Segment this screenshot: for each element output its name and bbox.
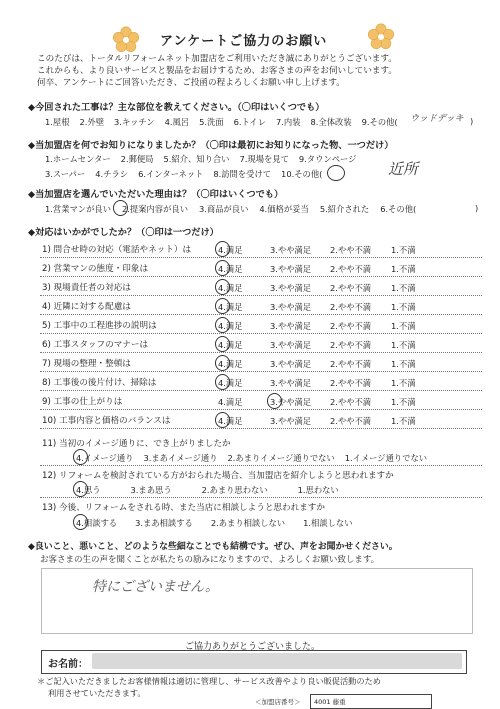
rating-option[interactable]: 1.不満 bbox=[391, 302, 416, 312]
q13-options bbox=[76, 517, 353, 529]
comments-heading: ◆良いこと、悪いこと、どのような些細なことでも結構です。ぜひ、声をお聞かせください。 bbox=[28, 542, 398, 552]
rating-option[interactable]: 4.満足 bbox=[218, 340, 243, 350]
rating-item-label: 10) 工事内容と価格のバランスは bbox=[42, 416, 171, 426]
intro-line-2: これからも、より良いサービスと製品をお届けするため、お客さまの声をお伺いしています。 bbox=[37, 66, 397, 76]
rating-option[interactable]: 1.不満 bbox=[391, 378, 416, 388]
divider bbox=[40, 314, 482, 315]
divider bbox=[40, 465, 482, 466]
q3-option[interactable]: 2.提案内容が良い bbox=[122, 204, 188, 214]
divider bbox=[40, 257, 482, 258]
q11-option[interactable]: 1.イメージ通りでない bbox=[344, 453, 428, 463]
q2-heading: ◆当加盟店を何でお知りになりましたか？（〇印は最初にお知りになった物、一つだけ） bbox=[28, 140, 394, 151]
rating-item-label: 2) 営業マンの態度・印象は bbox=[42, 264, 149, 274]
rating-item-label: 7) 現場の整理・整頓は bbox=[42, 359, 131, 369]
q1-option[interactable]: 8.全体改装 bbox=[310, 117, 352, 127]
rating-option[interactable]: 2.やや不満 bbox=[330, 264, 372, 274]
q2-option[interactable]: 8.訪問を受けて bbox=[213, 169, 272, 179]
divider bbox=[40, 497, 482, 498]
q2-option[interactable]: 10.その他( bbox=[281, 169, 323, 179]
rating-option[interactable]: 2.やや不満 bbox=[330, 302, 372, 312]
q2-options-row2 bbox=[45, 168, 322, 180]
q2-option[interactable]: 2.郵便局 bbox=[120, 154, 154, 164]
rating-answer-circle bbox=[215, 260, 230, 276]
intro-line-3: 何卒、アンケートにご回答いただき、ご投函の程よろしくお願い申し上げます。 bbox=[37, 78, 345, 88]
divider bbox=[40, 333, 482, 334]
q11-label: 11) 当初のイメージ通りに、でき上がりましたか bbox=[42, 439, 231, 449]
rating-option[interactable]: 1.不満 bbox=[391, 416, 416, 426]
divider bbox=[40, 409, 482, 410]
divider bbox=[40, 276, 482, 277]
q3-option[interactable]: 4.価格が妥当 bbox=[259, 204, 309, 214]
name-label: お名前： bbox=[48, 659, 88, 670]
q1-heading: ◆今回された工事は？主な部位を教えてください。（〇印はいくつでも） bbox=[28, 102, 325, 113]
rating-option[interactable]: 3.やや満足 bbox=[270, 378, 312, 388]
notice-line-1: ＊ご記入いただきましたお客様情報は適切に管理し、サービス改善やより良い販促活動のため bbox=[37, 676, 381, 686]
comments-subheading: お客さまの生の声を聞くことが私たちの励みになりますので、よろしくお願い致します。 bbox=[40, 555, 380, 565]
rating-option[interactable]: 2.やや不満 bbox=[330, 378, 372, 388]
q12-options bbox=[76, 484, 339, 496]
rating-option[interactable]: 3.やや満足 bbox=[270, 416, 312, 426]
q2-answer-circle bbox=[327, 165, 345, 181]
rating-option[interactable]: 3.やや満足 bbox=[270, 283, 312, 293]
q13-label: 13) 今後、リフォームをされる時、また当店に相談しようと思われますか bbox=[42, 503, 325, 513]
rating-answer-circle bbox=[215, 241, 230, 257]
flower-logo-icon bbox=[112, 26, 140, 54]
q2-option[interactable]: 5.紹介、知り合い bbox=[163, 154, 230, 164]
comments-handwritten: 特にございません。 bbox=[92, 579, 219, 595]
q11-options bbox=[76, 452, 427, 464]
rating-option[interactable]: 1.不満 bbox=[391, 283, 416, 293]
rating-option[interactable]: 1.不満 bbox=[391, 321, 416, 331]
rating-option[interactable]: 4.満足 bbox=[218, 302, 243, 312]
divider bbox=[40, 352, 482, 353]
q1-option[interactable]: 2.外壁 bbox=[79, 117, 105, 127]
divider bbox=[40, 390, 482, 391]
q2-option[interactable]: 1.ホームセンター bbox=[45, 154, 111, 164]
q11-option[interactable]: 3.まあイメージ通り bbox=[143, 453, 218, 463]
rating-item-label: 6) 工事スタッフのマナーは bbox=[42, 340, 149, 350]
rating-option[interactable]: 2.やや不満 bbox=[330, 416, 372, 426]
intro-line-1: このたびは、トータルリフォームネット加盟店をご利用いただき誠にありがとうございます。 bbox=[37, 54, 397, 64]
q3-option[interactable]: 1.営業マンが良い bbox=[45, 204, 111, 214]
rating-option[interactable]: 4.満足 bbox=[218, 321, 243, 331]
divider bbox=[40, 295, 482, 296]
divider bbox=[40, 371, 482, 372]
q2-options-row1 bbox=[45, 153, 356, 165]
rating-option[interactable]: 1.不満 bbox=[391, 397, 416, 407]
rating-option[interactable]: 3.やや満足 bbox=[270, 264, 312, 274]
q2-handwritten-answer: 近所 bbox=[388, 160, 419, 178]
rating-option[interactable]: 2.やや不満 bbox=[330, 321, 372, 331]
q3-heading: ◆当加盟店を選んでいただいた理由は？（〇印はいくつでも） bbox=[28, 189, 284, 200]
divider bbox=[40, 428, 482, 429]
rating-answer-circle bbox=[215, 374, 230, 390]
q1-option[interactable]: 4.風呂 bbox=[164, 117, 190, 127]
rating-item-label: 1) 問合せ時の対応（電話やネット）は bbox=[42, 245, 192, 255]
q3-answer-circle bbox=[113, 200, 128, 216]
q12-label: 12) リフォームを検討されている方がおられた場合、当加盟店を紹介しようと思われますか bbox=[42, 471, 394, 481]
rating-option[interactable]: 3.やや満足 bbox=[270, 245, 312, 255]
q12-option[interactable]: 1.思わない bbox=[297, 485, 339, 495]
q1-handwritten-answer: ウッドデッキ bbox=[410, 114, 464, 124]
q12-option[interactable]: 3.まあ思う bbox=[130, 485, 172, 495]
notice-line-2: 利用させていただきます。 bbox=[48, 688, 146, 698]
rating-option[interactable]: 4.満足 bbox=[218, 245, 243, 255]
q4-heading: ◆対応はいかがでしたか？（〇印は一つだけ） bbox=[28, 227, 219, 238]
q3-option[interactable]: 5.紹介された bbox=[319, 204, 370, 214]
rating-option[interactable]: 2.やや不満 bbox=[330, 359, 372, 369]
q12-answer-circle bbox=[73, 481, 88, 497]
rating-option[interactable]: 4.満足 bbox=[218, 397, 243, 407]
rating-answer-circle bbox=[267, 393, 282, 409]
q1-option[interactable]: 5.洗面 bbox=[199, 117, 224, 127]
rating-option[interactable]: 1.不満 bbox=[391, 264, 416, 274]
q2-option[interactable]: 6.インターネット bbox=[138, 169, 204, 179]
q2-option[interactable]: 9.タウンページ bbox=[298, 154, 357, 164]
rating-option[interactable]: 1.不満 bbox=[391, 340, 416, 350]
rating-item-label: 4) 近隣に対する配慮は bbox=[42, 302, 131, 312]
q1-option[interactable]: 7.内装 bbox=[276, 117, 301, 127]
q13-option[interactable]: 4.相談する bbox=[76, 518, 118, 528]
q2-option[interactable]: 7.現場を見て bbox=[239, 154, 289, 164]
rating-option[interactable]: 2.やや不満 bbox=[330, 340, 372, 350]
rating-option[interactable]: 1.不満 bbox=[391, 245, 416, 255]
rating-answer-circle bbox=[215, 336, 230, 352]
q13-answer-circle bbox=[73, 514, 88, 530]
rating-option[interactable]: 2.やや不満 bbox=[330, 245, 372, 255]
q1-option[interactable]: 3.キッチン bbox=[114, 117, 155, 127]
q13-option[interactable]: 3.まあ相談する bbox=[135, 518, 193, 528]
rating-item-label: 9) 工事の仕上がりは bbox=[42, 397, 123, 407]
q2-option[interactable]: 4.チラシ bbox=[95, 169, 129, 179]
rating-option[interactable]: 4.満足 bbox=[218, 264, 243, 274]
rating-answer-circle bbox=[215, 279, 230, 295]
q1-option[interactable]: 9.その他( bbox=[361, 117, 398, 127]
q1-option[interactable]: 6.トイレ bbox=[233, 117, 266, 127]
rating-item-label: 5) 工事中の工程進捗の説明は bbox=[42, 321, 157, 331]
q12-option[interactable]: 4.思う bbox=[76, 485, 101, 495]
rating-item-label: 8) 工事後の後片付け、掃除は bbox=[42, 378, 157, 388]
store-number-value: 4001 藤重 bbox=[314, 698, 346, 706]
rating-option[interactable]: 4.満足 bbox=[218, 359, 243, 369]
rating-option[interactable]: 2.やや不満 bbox=[330, 283, 372, 293]
q3-close-paren: ) bbox=[475, 203, 479, 213]
q2-option[interactable]: 3.スーパー bbox=[45, 169, 86, 179]
rating-option[interactable]: 1.不満 bbox=[391, 359, 416, 369]
q3-option[interactable]: 3.商品が良い bbox=[199, 204, 249, 214]
q13-option[interactable]: 1.相談しない bbox=[303, 518, 353, 528]
q1-option[interactable]: 1.屋根 bbox=[45, 117, 70, 127]
rating-answer-circle bbox=[215, 355, 230, 371]
q3-options bbox=[45, 203, 416, 215]
q1-close-paren: ) bbox=[470, 116, 474, 126]
rating-answer-circle bbox=[215, 317, 230, 333]
thanks-text: ご協力ありがとうございました。 bbox=[185, 642, 321, 652]
q12-option[interactable]: 2.あまり思わない bbox=[201, 485, 268, 495]
rating-item-label: 3) 現場責任者の対応は bbox=[42, 283, 131, 293]
q3-option[interactable]: 6.その他( bbox=[380, 204, 417, 214]
rating-option[interactable]: 4.満足 bbox=[218, 416, 243, 426]
q13-option[interactable]: 2.あまり相談しない bbox=[210, 518, 286, 528]
q11-option[interactable]: 4.イメージ通り bbox=[76, 453, 134, 463]
q11-answer-circle bbox=[73, 449, 88, 465]
rating-option[interactable]: 4.満足 bbox=[218, 283, 243, 293]
rating-option[interactable]: 3.やや満足 bbox=[270, 302, 312, 312]
rating-option[interactable]: 3.やや満足 bbox=[270, 340, 312, 350]
rating-option[interactable]: 3.やや満足 bbox=[270, 397, 312, 407]
rating-option[interactable]: 4.満足 bbox=[218, 378, 243, 388]
q11-option[interactable]: 2.あまりイメージ通りでない bbox=[227, 453, 335, 463]
store-number-label: ＜加盟店番号＞ bbox=[255, 698, 301, 706]
rating-option[interactable]: 2.やや不満 bbox=[330, 397, 372, 407]
name-redacted bbox=[92, 653, 462, 669]
rating-answer-circle bbox=[215, 298, 230, 314]
flower-logo-right-icon bbox=[367, 23, 395, 51]
rating-option[interactable]: 3.やや満足 bbox=[270, 321, 312, 331]
rating-answer-circle bbox=[215, 412, 230, 428]
page-title: アンケートご協力のお願い bbox=[160, 34, 328, 49]
rating-option[interactable]: 3.やや満足 bbox=[270, 359, 312, 369]
